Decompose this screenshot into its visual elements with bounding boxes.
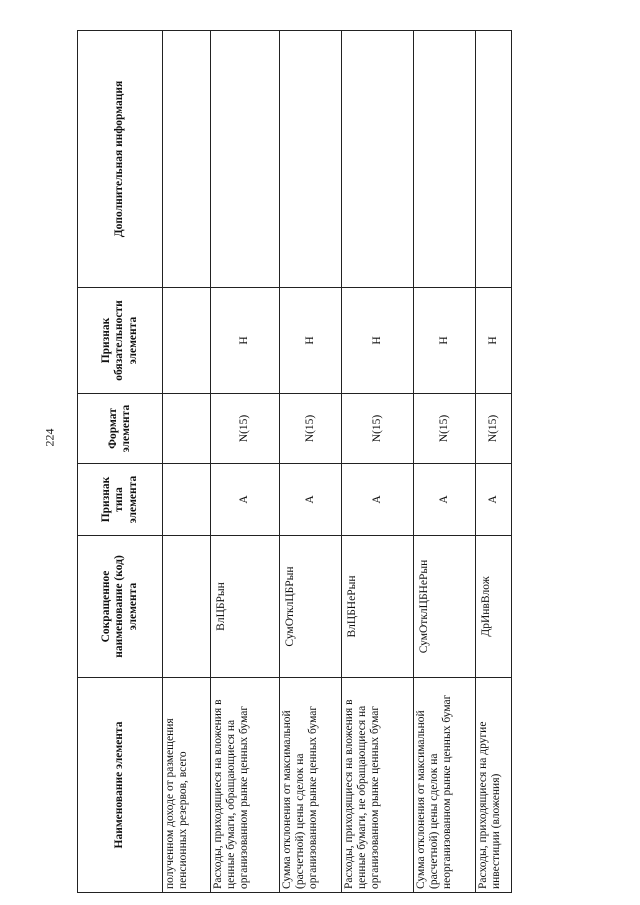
cell-extra xyxy=(476,31,512,288)
cell-code: СумОтклЦБРын xyxy=(280,536,342,678)
cell-name: Расходы, приходящиеся на вложения в ценные бумаги, не обращающиеся на организованном рынке ценных бумаг xyxy=(342,678,414,893)
cell-type: А xyxy=(414,464,476,536)
document-table-rotated xyxy=(77,31,503,893)
table-row xyxy=(163,31,211,893)
cell-code xyxy=(163,536,211,678)
cell-required: Н xyxy=(476,288,512,394)
table-header-row xyxy=(78,31,163,893)
cell-extra xyxy=(414,31,476,288)
cell-required: Н xyxy=(280,288,342,394)
cell-format: N(15) xyxy=(211,394,280,464)
header-short-name: Сокращенное наименование (код) элемента xyxy=(78,536,163,678)
cell-format: N(15) xyxy=(476,394,512,464)
table-row xyxy=(342,31,414,893)
cell-name: Расходы, приходящиеся на другие инвестиции (вложения) xyxy=(476,678,512,893)
header-extra: Дополнительная информация xyxy=(78,31,163,288)
cell-type: А xyxy=(476,464,512,536)
cell-extra xyxy=(280,31,342,288)
header-type: Признак типа элемента xyxy=(78,464,163,536)
cell-type: А xyxy=(342,464,414,536)
cell-required: Н xyxy=(414,288,476,394)
cell-extra xyxy=(211,31,280,288)
cell-extra xyxy=(342,31,414,288)
header-format: Формат элемента xyxy=(78,394,163,464)
cell-name: Сумма отклонения от максимальной (расчетной) цены сделок на неорганизованном рынке ценных бумаг xyxy=(414,678,476,893)
cell-extra xyxy=(163,31,211,288)
cell-required: Н xyxy=(211,288,280,394)
cell-format: N(15) xyxy=(280,394,342,464)
cell-type: А xyxy=(211,464,280,536)
table-row xyxy=(280,31,342,893)
cell-required: Н xyxy=(342,288,414,394)
cell-code: ВлЦБНеРын xyxy=(342,536,414,678)
elements-table xyxy=(77,30,512,893)
page-number: 224 xyxy=(42,428,57,447)
cell-code: СумОтклЦБНеРын xyxy=(414,536,476,678)
cell-required xyxy=(163,288,211,394)
table-row xyxy=(476,31,512,893)
cell-format: N(15) xyxy=(414,394,476,464)
cell-type xyxy=(163,464,211,536)
cell-code: ДрИнвВлож xyxy=(476,536,512,678)
table-row xyxy=(211,31,280,893)
cell-format xyxy=(163,394,211,464)
cell-name: Расходы, приходящиеся на вложения в ценные бумаги, обращающиеся на организованном рынке ценных бумаг xyxy=(211,678,280,893)
cell-format: N(15) xyxy=(342,394,414,464)
cell-code: ВлЦБРын xyxy=(211,536,280,678)
header-required: Признак обязательности элемента xyxy=(78,288,163,394)
cell-type: А xyxy=(280,464,342,536)
cell-name: Сумма отклонения от максимальной (расчетной) цены сделок на организованном рынке ценных бумаг xyxy=(280,678,342,893)
table-row xyxy=(414,31,476,893)
header-name: Наименование элемента xyxy=(78,678,163,893)
cell-name: полученном доходе от размещения пенсионных резервов, всего xyxy=(163,678,211,893)
